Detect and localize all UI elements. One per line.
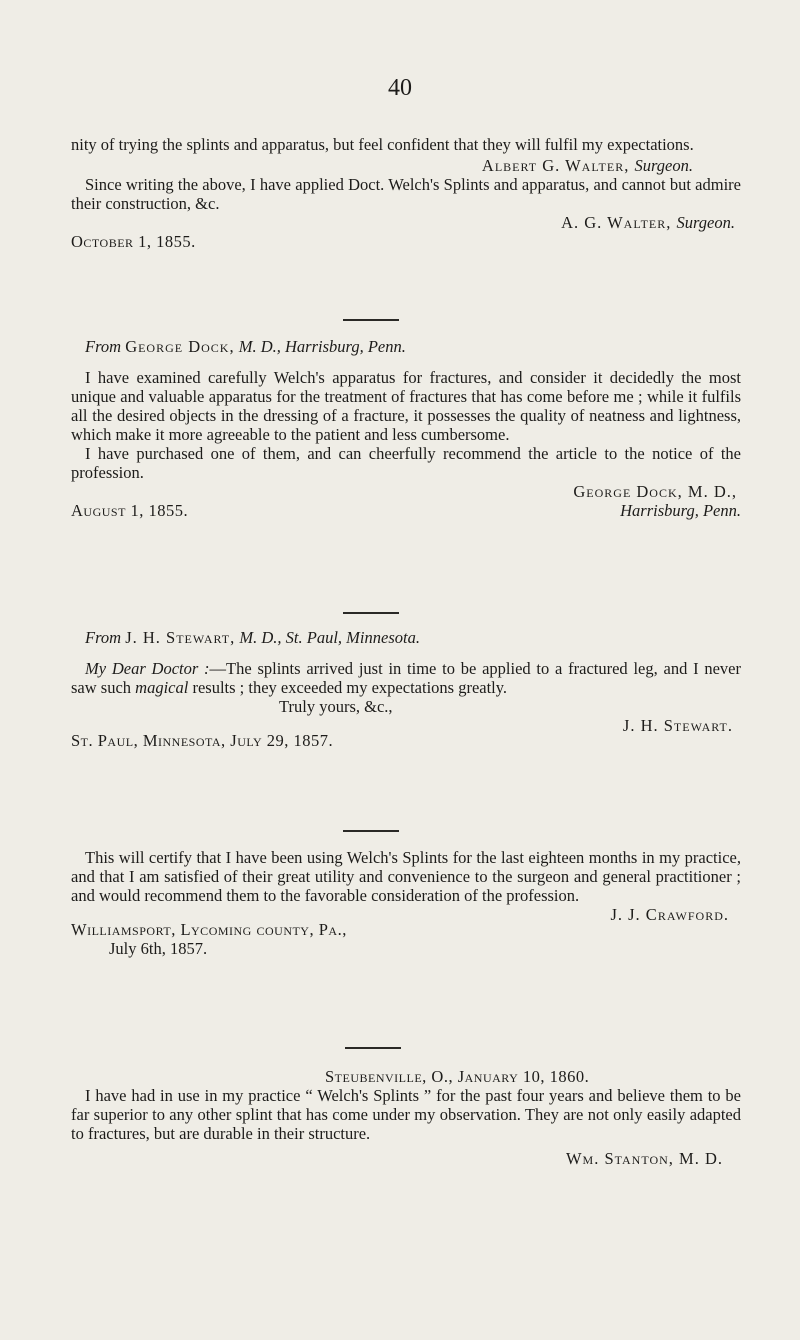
- heading-name: George Dock,: [125, 337, 235, 356]
- divider: [343, 830, 399, 832]
- signature-dock: George Dock, M. D.,: [573, 482, 737, 501]
- divider: [343, 319, 399, 321]
- signature-name: A. G. Walter,: [561, 213, 672, 232]
- signature-stewart: J. H. Stewart.: [622, 716, 733, 735]
- place-line: Williamsport, Lycoming county, Pa.,: [71, 920, 347, 939]
- testimonial-stanton: [71, 1067, 741, 1168]
- body-paragraph: I have had in use in my practice “ Welch's Splints ” for the past four years and believe them to be far superior to any other splint that has come under my observation. They are not only easily adapted to fractures, but are durable in their structure.: [71, 1086, 741, 1143]
- testimonial-walter: [71, 135, 741, 251]
- signature-crawford: J. J. Crawford.: [610, 905, 729, 924]
- signature-walter-short: [71, 213, 741, 232]
- divider: [343, 612, 399, 614]
- date-line: August 1, 1855.: [71, 501, 189, 520]
- body-paragraph: My Dear Doctor :—The splints arrived just in time to be applied to a fractured leg, and I never saw such magical results ; they exceeded my expectations greatly.: [71, 659, 742, 697]
- closing: Truly yours, &c.,: [279, 697, 393, 716]
- date-line: October 1, 1855.: [71, 232, 196, 251]
- testimonial-stewart: [71, 628, 741, 750]
- page-number: 40: [388, 75, 412, 101]
- date-line: July 6th, 1857.: [109, 939, 208, 958]
- testimonial-dock: [71, 337, 741, 520]
- testimonial-heading: From George Dock, M. D., Harrisburg, Penn.: [85, 337, 406, 356]
- signature-stanton: Wm. Stanton, M. D.: [565, 1149, 723, 1168]
- signature-title: Surgeon.: [634, 156, 693, 175]
- signature-title: Surgeon.: [676, 213, 735, 232]
- continuation-text: nity of trying the splints and apparatus, but feel confident that they will fulfil my expectations.: [71, 135, 694, 154]
- body-paragraph: I have purchased one of them, and can cheerfully recommend the article to the notice of the profession.: [71, 444, 741, 482]
- signature-name: Albert G. Walter,: [481, 156, 630, 175]
- testimonial-heading: From J. H. Stewart, M. D., St. Paul, Minnesota.: [85, 628, 420, 647]
- testimonial-crawford: [71, 848, 741, 958]
- signature-walter: [71, 156, 741, 175]
- salutation: My Dear Doctor :: [85, 659, 210, 678]
- place-date: Steubenville, O., January 10, 1860.: [325, 1067, 590, 1086]
- body-paragraph: This will certify that I have been using Welch's Splints for the last eighteen months in my practice, and that I am satisfied of their great utility and convenience to the surgeon and general practitioner ; and would recommend them to the favorable consideration of the profession.: [71, 848, 741, 905]
- place-date: St. Paul, Minnesota, July 29, 1857.: [71, 731, 334, 750]
- postscript-text: Since writing the above, I have applied Doct. Welch's Splints and apparatus, and cannot but admire their construction, &c.: [71, 175, 741, 213]
- heading-name: J. H. Stewart,: [125, 628, 236, 647]
- signature-place: Harrisburg, Penn.: [620, 501, 741, 520]
- divider: [345, 1047, 401, 1049]
- body-paragraph: I have examined carefully Welch's apparatus for fractures, and consider it decidedly the most unique and valuable apparatus for the treatment of fractures that has come before me ; while it fulfils all the desired objects in the dressing of a fracture, it possesses the quality of neatness and lightness, which make it more agreeable to the patient and less cumbersome.: [71, 368, 741, 444]
